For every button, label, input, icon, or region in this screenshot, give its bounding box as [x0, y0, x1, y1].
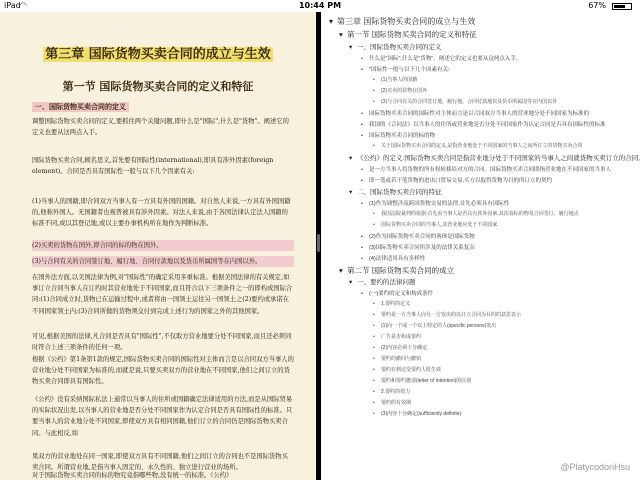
disclosure-triangle-icon[interactable]: ▾ [339, 265, 343, 275]
outline-item-label: (2)买卖的货物在国外 [381, 87, 428, 94]
outline-item[interactable] [349, 277, 416, 286]
bullet-icon: • [361, 244, 363, 251]
bullet-icon: • [361, 55, 363, 62]
outline-item[interactable] [373, 410, 461, 417]
outline-item-label: (3)国际货物买卖合同所涉及的法律关系复杂 [369, 244, 475, 251]
outline-item[interactable] [373, 388, 410, 395]
bullet-icon: • [361, 66, 363, 73]
outline-item-label: (3)与合同有关的合同签订地、履行地、合同付款地以及货币所属国等在内国以外 [381, 98, 558, 105]
outline-item[interactable] [361, 120, 606, 128]
outline-item-label: 二、国际货物买卖合同的特征 [357, 188, 442, 196]
watermark: @PlatycodonHsu [560, 462, 630, 472]
outline-item[interactable] [373, 399, 411, 406]
outline-item-label: (2)内容必须十分确定 [381, 345, 428, 351]
outline-item[interactable] [373, 221, 497, 228]
bullet-icon: • [373, 334, 375, 340]
bullet-icon: • [373, 87, 375, 94]
disclosure-triangle-icon[interactable]: ▾ [349, 279, 353, 286]
bullet-icon: • [373, 312, 375, 318]
paragraph: 果双方的营业地处在同一国家,即使双方具有不同国籍,他们之间订立的合同也不是国际货物买卖合同。所谓营业地,是指当事人固定的、永久性的、独立进行营业的场所。 [32, 453, 288, 472]
outline-item[interactable] [373, 322, 496, 329]
disclosure-triangle-icon[interactable]: ▾ [329, 17, 334, 26]
outline-item-label: (1)当事人的国籍 [381, 76, 418, 83]
outline-item[interactable] [373, 366, 441, 373]
outline-item[interactable] [373, 311, 521, 318]
outline-item-label: 要约在到达受要约人时生效 [381, 367, 442, 373]
outline-item[interactable] [373, 76, 417, 83]
outline-item[interactable] [361, 54, 521, 62]
outline-item-label: 《公约》的定义:国际货物买卖合同是指营业地分处于不同国家的当事人之间就货物买卖订立的合同, [357, 154, 640, 162]
paragraph: 在国外法方面,以美国法律为例,对"国际性"的确定采用多重标准。根据美国法律的有关规定,如事订立合同当事人在订约时其营业地处于不同国家,而且符合以下三项条件之一的即构成国际合同:(1)合同成立时,货物已在运输过程中,或者将由一国领土运往另一国领土之(2)要约或承诺在不同国家领土内;(3)合同所做的货物须交付到完成上述行为的国家之外的其他国家。 [32, 274, 293, 315]
outline-item-label: 第三章 国际货物买卖合同的成立与生效 [337, 17, 476, 26]
paragraph: 《公约》没有采纳国际私法上通常以当事人的住所或国籍确定法律适用的方法,而是从国际贸易的实际状况出发,以当事人的营业地是否分处不同国家作为认定合同是否具有国际性的标准。只要当事人的营业地分处不同国家,即使双方具有相同国籍,他们订立的合同仍是国际货物买卖合同。与此相反,如 [32, 396, 293, 437]
bullet-icon: • [361, 291, 363, 297]
paragraph: (1)当事人的国籍,即合同双方当事人有一方具有外国的国籍。对自然人来说,一方具有外国国籍的,他称外国人。无国籍者也视普被具有涉外因素。对法人来说,由于各国法律认定法人国籍的标准不同,或以其登记地,或以主要办事机构所在地作为判断标准。 [32, 198, 291, 228]
bullet-icon: • [361, 132, 363, 139]
disclosure-triangle-icon[interactable]: ▾ [339, 30, 343, 39]
outline-item[interactable] [349, 42, 442, 51]
subheading: 一、国际货物买卖合同的定义 [32, 102, 129, 112]
outline-item[interactable] [361, 254, 425, 262]
outline-item[interactable] [373, 98, 557, 105]
outline-item-label: 1.要约的定义 [381, 301, 411, 307]
bullet-icon: • [373, 98, 375, 105]
outline-item-label: 即一笔或若干笔货物的进出口贸易交易,买方以取得货物为目的所订立的契约 [369, 177, 553, 184]
pdf-page-pane[interactable] [0, 12, 316, 480]
outline-item[interactable] [373, 355, 421, 362]
battery-fill [614, 5, 625, 8]
outline-item-label: (1)向一个或一个以上特定的人(specific persons)发出 [381, 323, 497, 329]
bullet-icon: • [361, 177, 363, 184]
paragraph: 对于国际货物买卖合同的标的物究竟指哪些物,没有统一的标准。《公约》 [32, 472, 233, 479]
outline-item[interactable] [329, 16, 475, 27]
bullet-icon: • [361, 255, 363, 262]
outline-item[interactable] [373, 377, 471, 384]
paragraph: 根据《公约》第1条第1款的规定,国际货物买卖合同的国际性对主体而言是以合同双方当事人的营业地分处不同国家为标准的,而就是说,只要买卖双方的营业地在不同国家,他们之间订立的货物买卖合同即具有国际性。 [32, 356, 294, 386]
outline-item[interactable] [361, 232, 475, 240]
chapter-title-text: 第三章 国际货物买卖合同的成立与生效 [45, 47, 271, 62]
outline-item-label: 第二节 国际货物买卖合同的成立 [347, 265, 455, 275]
bullet-icon: • [373, 210, 375, 217]
carrier-label: iPad [4, 1, 21, 10]
bullet-icon: • [373, 400, 375, 406]
outline-item[interactable] [339, 265, 454, 276]
bullet-icon: • [373, 301, 375, 307]
section-title: 第一节 国际货物买卖合同的定义和特征 [62, 80, 254, 93]
outline-item-label: (3)内容十分确定(sufficiently definite) [381, 411, 462, 417]
bullet-icon: • [361, 166, 363, 173]
outline-item[interactable] [373, 333, 421, 340]
outline-item-label: 2.要约的效力 [381, 389, 411, 395]
outline-item[interactable] [373, 210, 579, 217]
bullet-icon: • [373, 389, 375, 395]
bullet-icon: • [361, 121, 363, 128]
divider-handle[interactable] [317, 234, 320, 252]
disclosure-triangle-icon[interactable]: ▾ [349, 154, 353, 162]
outline-item[interactable] [373, 142, 582, 149]
outline-item-label: 要约的撤回与撤销 [381, 356, 422, 362]
outline-item[interactable] [361, 289, 433, 297]
outline-item-label: 第一节 国际货物买卖合同的定义和特征 [347, 30, 477, 39]
outline-item-label: 要约的有效期 [381, 400, 412, 406]
bullet-icon: • [361, 233, 363, 240]
paragraph: 可见,根据美国的法律,凡合同是否具有"国际性",不仅取方营业地要分处不同国家,而且还必须同时符合上述三项条件的任何一项。 [32, 333, 292, 352]
battery-icon [612, 3, 632, 10]
outline-item[interactable] [361, 165, 611, 173]
outline-item[interactable] [373, 300, 410, 307]
outline-item-label: 我国的《合同法》以当事人的住所或营业地是否分处不同国家作为认定合同是否具有国际性的标准 [369, 121, 606, 128]
outline-item-label: 我国法院裁判的依据:首先看当事人是否具有涉外因素,其次看标的物及合同签订、履行地点 [381, 210, 579, 217]
paragraph: (2)买卖的货物在国外,即合同的标的物在国外。 [32, 240, 294, 251]
bullet-icon: • [373, 411, 375, 417]
disclosure-triangle-icon[interactable]: ▾ [349, 188, 353, 196]
bullet-icon: • [373, 76, 375, 83]
outline-item[interactable] [349, 187, 442, 196]
outline-item[interactable] [349, 153, 640, 162]
outline-item-label: 要约和要约邀请(letter of intention)的区别 [381, 378, 472, 384]
notes-outline-pane[interactable] [321, 12, 640, 480]
outline-item-label: (一)要约的定义和构成条件 [369, 291, 434, 297]
bullet-icon: • [373, 356, 375, 362]
battery-percentage: 67% [588, 1, 606, 10]
outline-item[interactable] [361, 65, 449, 73]
paragraph: (3)与合同有关的合同签订地、履行地、合同付款地以及货币所属国等在内国以外。 [32, 256, 294, 267]
outline-item-label: 是一方当事人将货物的所有权转移给对方的合同。国际货物买卖合同即指营业地在不同国家的当事人 [369, 166, 612, 173]
bullet-icon: • [361, 200, 363, 207]
chapter-title [0, 43, 316, 62]
outline-item-label: 一、要约的法律问题 [357, 279, 416, 286]
outline-item-label: (1)作为调整涉及跨国货物交易的法律,首先必须具有国际性 [369, 200, 510, 207]
outline-item[interactable] [361, 109, 589, 117]
outline-item[interactable] [373, 344, 427, 351]
outline-item[interactable] [361, 199, 509, 207]
bullet-icon: • [373, 367, 375, 373]
outline-item-label: 什么是"国际",什么是"货物"。阐述它的定义也要从这两点入手。 [369, 55, 522, 62]
outline-item-label: 国际货物买卖合同的标的物 [369, 132, 436, 139]
bullet-icon: • [373, 345, 375, 351]
disclosure-triangle-icon[interactable]: ▾ [349, 43, 353, 51]
outline-item-label: (2)作为国际货物买卖合同的客体是国际货物 [369, 233, 475, 240]
outline-item[interactable] [361, 243, 475, 251]
outline-item-label: 国际货物买卖合同的当事人,其营业地应处于不同国家 [381, 221, 498, 228]
bullet-icon: • [373, 378, 375, 384]
outline-item-label: 要约是一方当事人向另一方发出的以订立合同为目的的意思表示 [381, 312, 522, 318]
status-bar [0, 0, 640, 12]
clock: 10:44 PM [298, 1, 342, 10]
paragraph: 国际货物买卖合同,顾名思义,首先要有国际性(international),即具有涉外因素(foreign element)。合同是否具有国际性一般与以下几个因素有关: [32, 157, 274, 176]
outline-item-label: "国际性一般与以下几个因素有关: [369, 66, 450, 73]
outline-item-label: (4)法律适用具有多样性 [369, 255, 426, 262]
paragraph: 调整国际货物买卖合同的定义,要抓住两个关键问题,即什么是"国际",什么是"货物"。阐述它的定义也要从这两点入手。 [32, 118, 289, 137]
outline-item-label: 广告是否构成要约 [381, 334, 422, 340]
outline-item-label: 关于国际货物买卖合同的定义,是指营业地处于不同国家的当事人之间所订立的货物买卖合同 [381, 142, 583, 149]
bullet-icon: • [373, 142, 375, 149]
bullet-icon: • [361, 110, 363, 117]
bullet-icon: • [373, 221, 375, 228]
outline-item-label: 国际货物买卖合同的国际性对主体而言是以合同双方当事人的营业地分处不同国家为标准的 [369, 110, 590, 117]
outline-item[interactable] [361, 131, 435, 139]
bullet-icon: • [373, 323, 375, 329]
wifi-icon: ◠ [20, 1, 27, 9]
outline-item[interactable] [339, 29, 477, 40]
outline-item-label: 一、国际货物买卖合同的定义 [357, 43, 442, 51]
outline-item[interactable] [373, 87, 427, 94]
outline-item[interactable] [361, 176, 552, 184]
